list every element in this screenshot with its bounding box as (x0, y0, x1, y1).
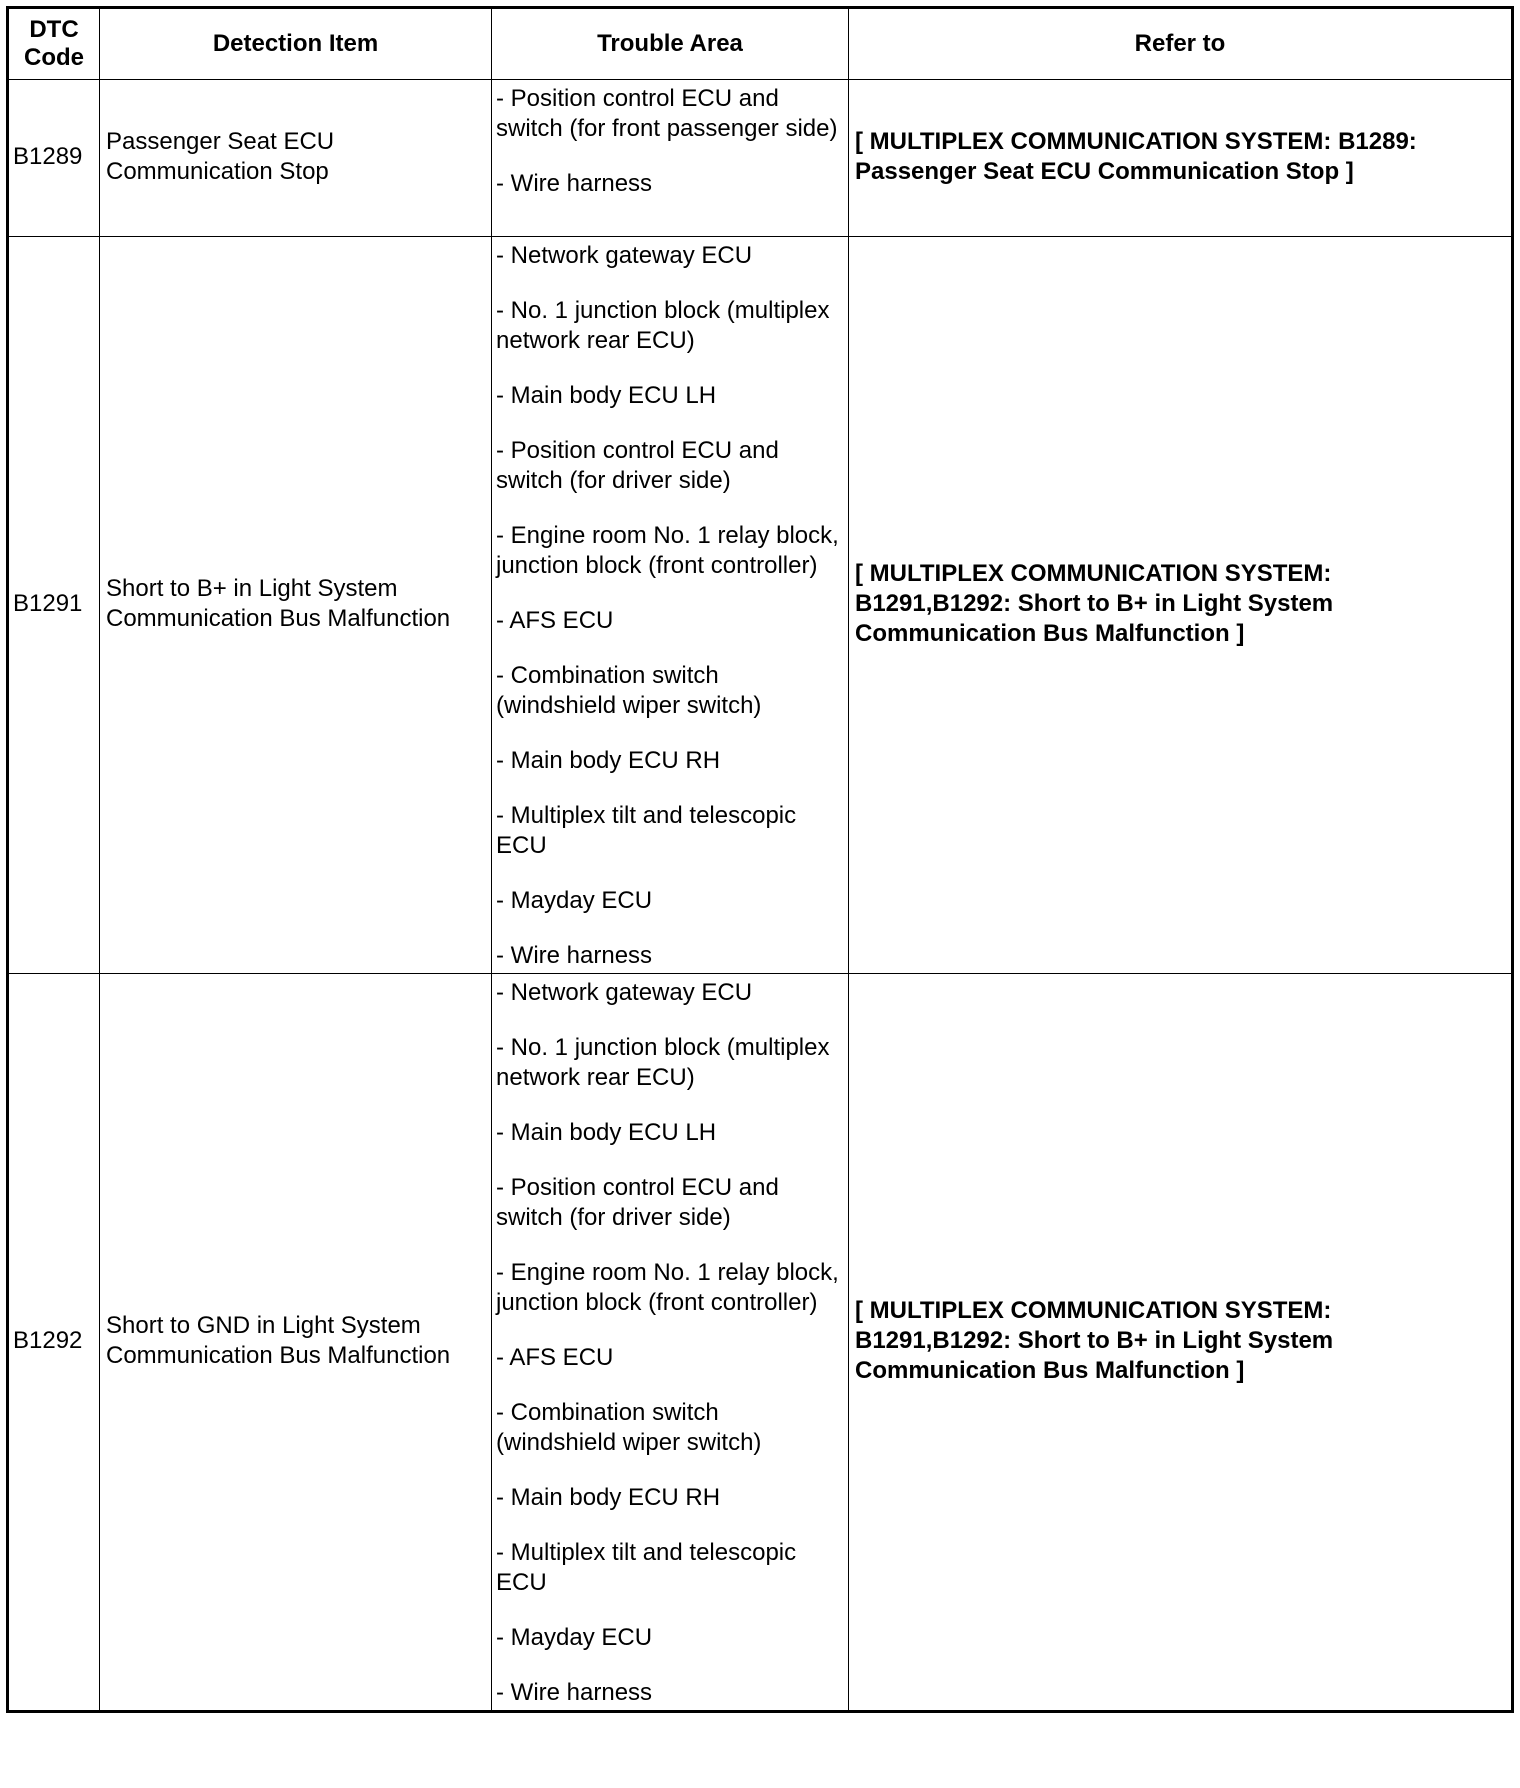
refer-to-link[interactable]: [ MULTIPLEX COMMUNICATION SYSTEM: B1291,B1292: Short to B+ in Light System Communication Bus Malfunction ] (849, 237, 1513, 974)
trouble-area-item: - Network gateway ECU (496, 242, 753, 269)
trouble-area-item: - Main body ECU LH (496, 1119, 717, 1146)
trouble-area-item: - Mayday ECU (496, 887, 653, 914)
header-dtc-code (8, 8, 100, 80)
detection-item-cell: Short to GND in Light System Communication Bus Malfunction (100, 974, 492, 1712)
trouble-area-item: - Main body ECU RH (496, 747, 721, 774)
trouble-area-item: - Multiplex tilt and telescopic ECU (496, 1539, 797, 1596)
table-row (8, 974, 1513, 1712)
trouble-area-item: - Multiplex tilt and telescopic ECU (496, 802, 797, 859)
trouble-area-item: - AFS ECU (496, 1344, 614, 1371)
refer-to-link[interactable]: [ MULTIPLEX COMMUNICATION SYSTEM: B1289: Passenger Seat ECU Communication Stop ] (849, 80, 1513, 237)
trouble-area-item: - Position control ECU and switch (for driver side) (496, 437, 779, 494)
trouble-area-item: - Mayday ECU (496, 1624, 653, 1651)
trouble-area-cell (492, 80, 849, 237)
dtc-code-cell: B1291 (8, 237, 100, 974)
table-row (8, 80, 1513, 237)
header-dtc-code-line2: Code (24, 44, 84, 71)
refer-to-link[interactable]: [ MULTIPLEX COMMUNICATION SYSTEM: B1291,B1292: Short to B+ in Light System Communication Bus Malfunction ] (849, 974, 1513, 1712)
trouble-area-item: - Main body ECU RH (496, 1484, 721, 1511)
trouble-area-item: - Network gateway ECU (496, 979, 753, 1006)
trouble-area-item: - Combination switch (windshield wiper switch) (496, 662, 762, 719)
header-refer-to: Refer to (849, 8, 1513, 80)
dtc-code-cell: B1292 (8, 974, 100, 1712)
trouble-area-item: - Combination switch (windshield wiper switch) (496, 1399, 762, 1456)
trouble-area-item: - Main body ECU LH (496, 382, 717, 409)
detection-item-cell: Short to B+ in Light System Communication Bus Malfunction (100, 237, 492, 974)
trouble-area-item: - Wire harness (496, 170, 653, 197)
header-detection-item: Detection Item (100, 8, 492, 80)
trouble-area-item: - Engine room No. 1 relay block, junction block (front controller) (496, 522, 839, 579)
trouble-area-item: - No. 1 junction block (multiplex network rear ECU) (496, 1034, 830, 1091)
header-trouble-area: Trouble Area (492, 8, 849, 80)
trouble-area-cell (492, 237, 849, 974)
trouble-area-item: - Position control ECU and switch (for driver side) (496, 1174, 779, 1231)
trouble-area-item: - Wire harness (496, 1679, 653, 1706)
table-row (8, 237, 1513, 974)
dtc-table (6, 6, 1514, 1713)
detection-item-cell: Passenger Seat ECU Communication Stop (100, 80, 492, 237)
trouble-area-item: - Position control ECU and switch (for front passenger side) (496, 85, 838, 142)
header-dtc-code-line1: DTC (29, 16, 79, 43)
trouble-area-item: - AFS ECU (496, 607, 614, 634)
trouble-area-item: - No. 1 junction block (multiplex network rear ECU) (496, 297, 830, 354)
dtc-code-cell: B1289 (8, 80, 100, 237)
trouble-area-cell (492, 974, 849, 1712)
trouble-area-item: - Engine room No. 1 relay block, junction block (front controller) (496, 1259, 839, 1316)
header-row (8, 8, 1513, 80)
trouble-area-item: - Wire harness (496, 942, 653, 969)
